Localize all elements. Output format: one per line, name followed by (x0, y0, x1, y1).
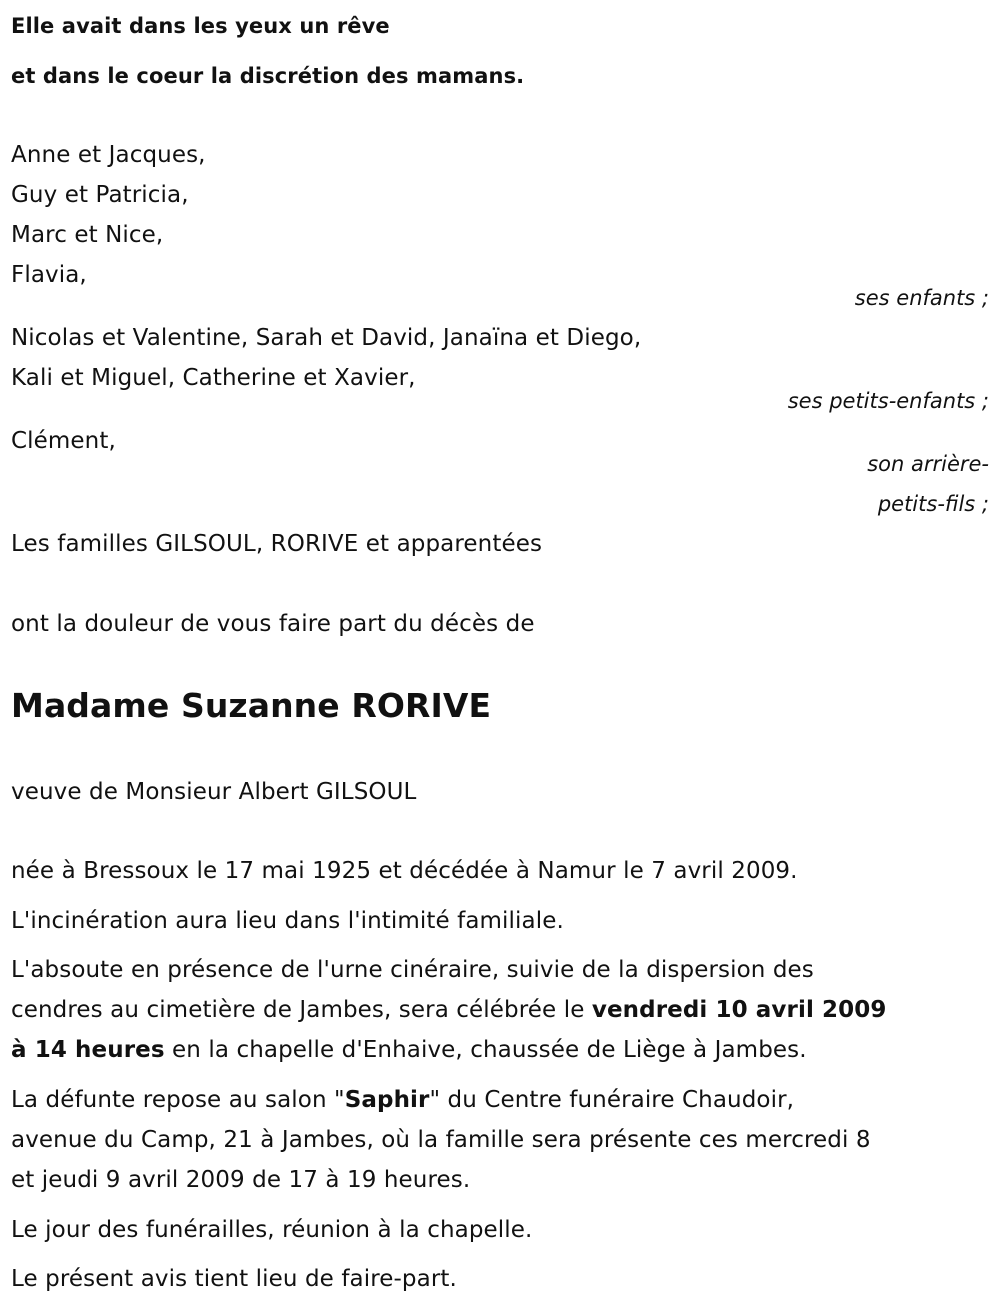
great-grandchildren-label: petits-fils ; (877, 492, 989, 516)
grandchild-line: Kali et Miguel, Catherine et Xavier, (11, 365, 416, 391)
child-line: Flavia, (11, 262, 87, 288)
grandchild-line: Nicolas et Valentine, Sarah et David, Janaïna et Diego, (11, 325, 642, 351)
children-label: ses enfants ; (854, 286, 989, 310)
visitation-line: et jeudi 9 avril 2009 de 17 à 19 heures. (11, 1167, 471, 1193)
visitation-line (11, 1086, 794, 1114)
salon-name: Saphir (344, 1087, 430, 1113)
ceremony-text: en la chapelle d'Enhaive, chaussée de Liège à Jambes. (164, 1037, 807, 1063)
widow-of-line: veuve de Monsieur Albert GILSOUL (11, 779, 417, 805)
epigraph-line: et dans le coeur la discrétion des mamans. (11, 64, 525, 88)
great-grandchildren-label: son arrière- (867, 452, 989, 476)
child-line: Guy et Patricia, (11, 182, 189, 208)
funeral-day-line: Le jour des funérailles, réunion à la chapelle. (11, 1217, 533, 1243)
cremation-line: L'incinération aura lieu dans l'intimité familiale. (11, 908, 564, 934)
ceremony-line (11, 1036, 807, 1064)
birth-death-line: née à Bressoux le 17 mai 1925 et décédée à Namur le 7 avril 2009. (11, 858, 798, 884)
ceremony-line: L'absoute en présence de l'urne cinéraire, suivie de la dispersion des (11, 957, 814, 983)
child-line: Anne et Jacques, (11, 142, 206, 168)
deceased-name: Madame Suzanne RORIVE (11, 686, 492, 725)
grandchildren-label: ses petits-enfants ; (787, 389, 989, 413)
announcement-line: ont la douleur de vous faire part du décès de (11, 611, 535, 637)
epigraph-line: Elle avait dans les yeux un rêve (11, 14, 390, 38)
families-line: Les familles GILSOUL, RORIVE et apparentées (11, 531, 543, 557)
notice-line: Le présent avis tient lieu de faire-part. (11, 1266, 457, 1292)
visitation-line: avenue du Camp, 21 à Jambes, où la famille sera présente ces mercredi 8 (11, 1127, 871, 1153)
ceremony-line (11, 996, 886, 1024)
great-grandchild-line: Clément, (11, 428, 116, 454)
visitation-text: La défunte repose au salon " (11, 1087, 345, 1113)
ceremony-time: à 14 heures (11, 1037, 165, 1063)
ceremony-text: cendres au cimetière de Jambes, sera célébrée le (11, 997, 592, 1023)
visitation-text: " du Centre funéraire Chaudoir, (429, 1087, 795, 1113)
child-line: Marc et Nice, (11, 222, 164, 248)
ceremony-date: vendredi 10 avril 2009 (591, 997, 887, 1023)
